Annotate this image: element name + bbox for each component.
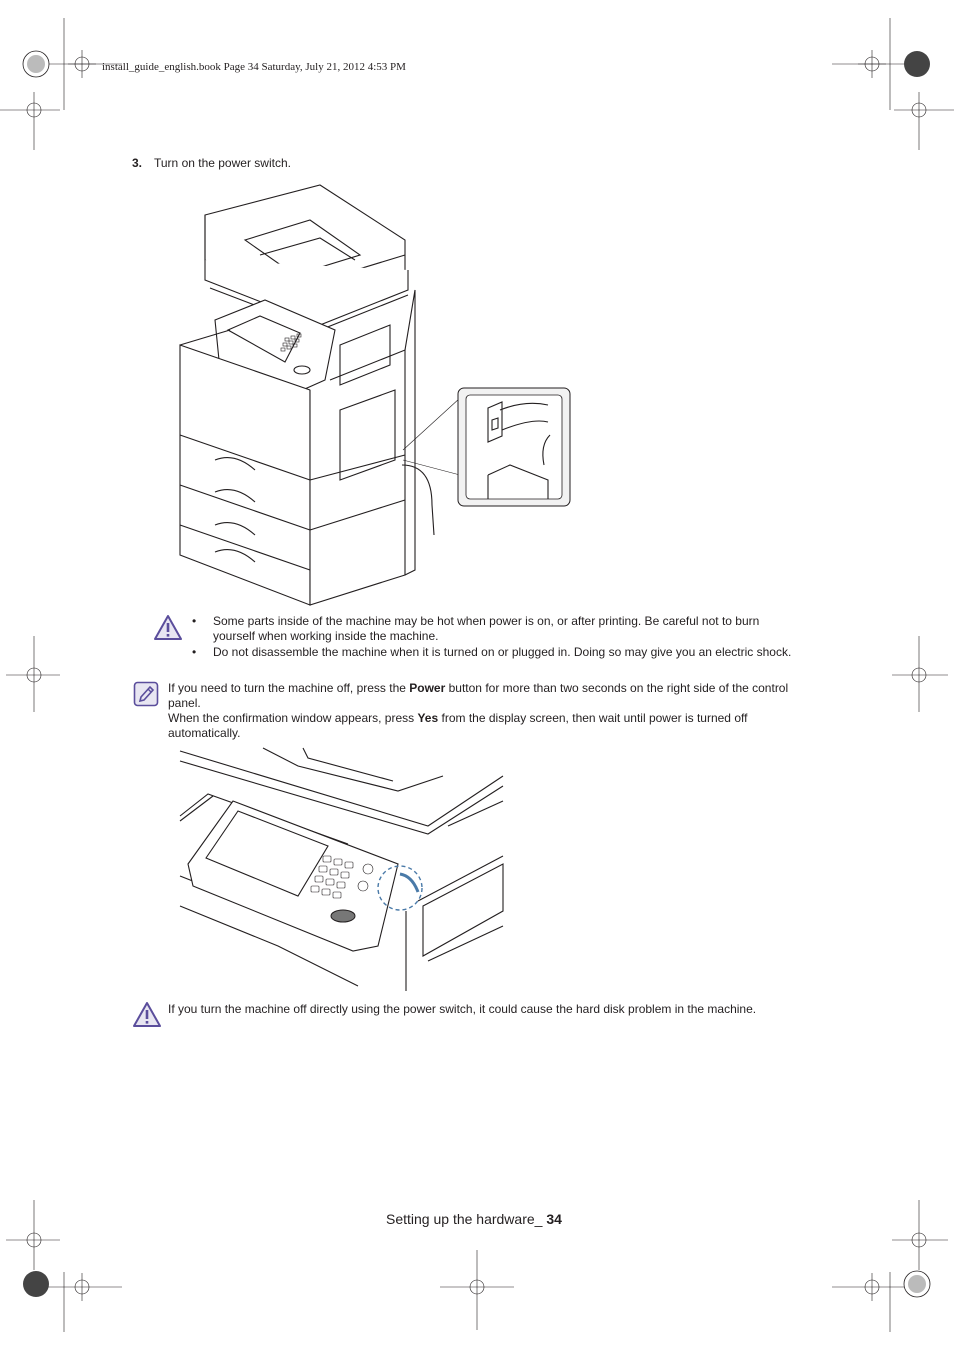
note-line-2: When the confirmation window appears, press Yes from the display screen, then wait until power is turned off automatically. [168,711,748,740]
page-number: 34 [546,1211,562,1227]
page-footer [386,1211,562,1227]
caution2-text: If you turn the machine off directly using the power switch, it could cause the hard disk problem in the machine. [168,1002,757,1016]
power-button-label: Power [409,681,446,695]
caution-item: • Do not disassemble the machine when it is turned on or plugged in. Doing so may give you an electric shock. [192,645,792,659]
note-pencil-icon [133,681,159,707]
footer-section: Setting up the hardware_ [386,1211,547,1227]
book-page-header: install_guide_english.book Page 34 Saturday, July 21, 2012 4:53 PM [102,61,406,73]
note-text [168,681,808,741]
caution2-warning-triangle-icon [132,1001,162,1029]
yes-button-label: Yes [417,711,439,725]
step-text: Turn on the power switch. [154,156,291,170]
step-number: 3. [132,156,143,170]
note-line-1: If you need to turn the machine off, press the Power button for more than two seconds on the right side of the control panel. [168,681,789,710]
control-panel-power-button-illustration [178,746,508,991]
caution-list [192,614,804,661]
step-3 [132,156,291,170]
caution-warning-triangle-icon [153,614,183,642]
caution-item: • Some parts inside of the machine may be hot when power is on, or after printing. Be careful not to burn yourself when working inside the machine. [192,614,760,643]
printer-power-switch-illustration [170,180,590,610]
